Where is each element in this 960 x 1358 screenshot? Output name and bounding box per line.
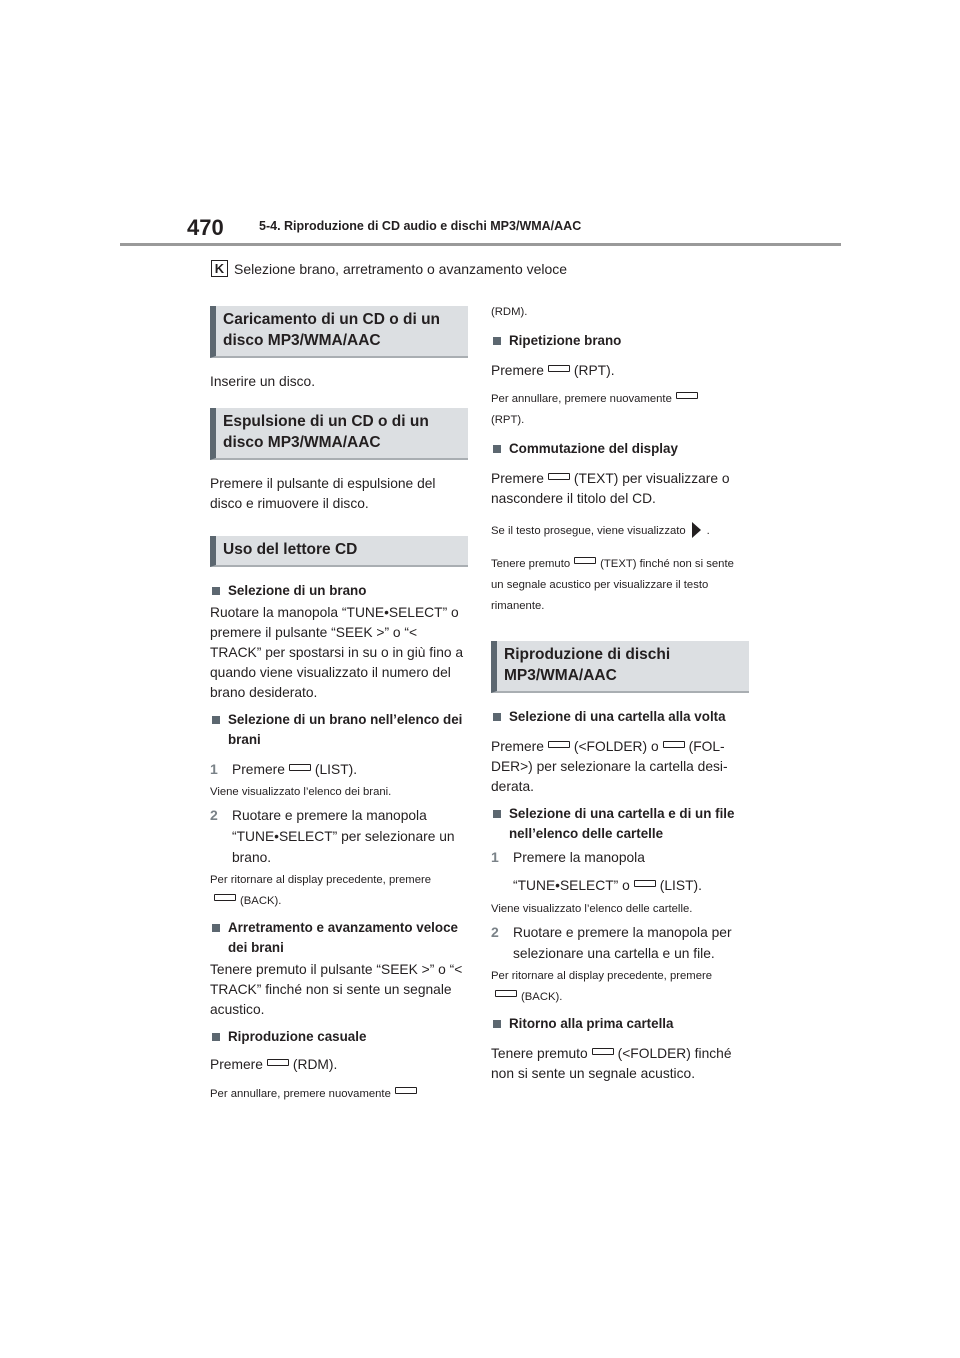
step-1-list: 1 Premere (LIST). — [210, 761, 358, 777]
heading-loading: Caricamento di un CD o di un disco MP3/WMA/AAC — [210, 306, 468, 358]
list-button-icon — [289, 764, 311, 771]
heading-eject: Espulsione di un CD o di un disco MP3/WMA/AAC — [210, 408, 468, 460]
rpt-button-icon — [548, 365, 570, 372]
step-2-rotate: 2 Ruotare e premere la manopola “TUNE•SELECT” per selezionare un brano. — [210, 807, 455, 865]
folder-down-button-icon — [548, 741, 570, 748]
subheading-first-folder: Ritorno alla prima cartella — [491, 1014, 749, 1034]
back-button-icon — [495, 990, 517, 997]
note-folder-list: Viene visualizzato l’elenco delle cartelle. — [491, 903, 693, 915]
random-note: Per annullare, premere nuovamente — [210, 1084, 468, 1105]
subheading-track-list: Selezione di un brano nell’elenco dei brani — [210, 710, 468, 750]
rdm-button-icon — [267, 1059, 289, 1066]
bullet-square — [493, 713, 501, 721]
heading-mp3-playback: Riproduzione di dischi MP3/WMA/AAC — [491, 641, 749, 693]
page-number: 470 — [187, 215, 224, 240]
step-2-rotate-folder: 2 Ruotare e premere la manopola per selezionare una cartella e un file. — [491, 924, 732, 961]
random-note-continued: (RDM). — [491, 306, 528, 318]
section-title: 5-4. Riproduzione di CD audio e dischi MP3/WMA/AAC — [259, 219, 582, 233]
bullet-square — [212, 1033, 220, 1041]
right-column — [491, 306, 749, 1084]
back-button-icon — [214, 894, 236, 901]
heading-cd-player: Uso del lettore CD — [210, 536, 468, 567]
step-1-continued: “TUNE•SELECT” o (LIST). — [513, 878, 702, 893]
note-back-folder: Per ritornare al display precedente, premere (BACK). — [491, 970, 713, 1003]
list-button-icon — [634, 880, 656, 887]
text-button-icon — [548, 473, 570, 480]
ff-rew-text: Tenere premuto il pulsante “SEEK >” o “< TRACK” finché non si sente un segnale acustico. — [210, 962, 463, 1017]
continue-arrow-icon — [692, 522, 701, 538]
subheading-folder-list: Selezione di una cartella e di un file nell’elenco delle cartelle — [491, 804, 749, 844]
bullet-square — [212, 716, 220, 724]
left-column — [210, 306, 468, 1105]
bullet-square — [493, 1020, 501, 1028]
subheading-track-select: Selezione di un brano — [210, 581, 468, 601]
repeat-text: Premere (RPT). — [491, 363, 615, 378]
bullet-square — [212, 587, 220, 595]
folder-select-text: Premere (<FOLDER) o (FOL-DER>) per selezionare la cartella desi-derata. — [491, 739, 728, 794]
rpt-button-icon — [676, 392, 698, 399]
subheading-random: Riproduzione casuale — [210, 1027, 468, 1047]
bullet-square — [212, 924, 220, 932]
subheading-ff-rew: Arretramento e avanzamento veloce dei brani — [210, 918, 468, 958]
track-select-text: Ruotare la manopola “TUNE•SELECT” o premere il pulsante “SEEK >” o “< TRACK” per spostarsi in su o in giù fino a quando viene visualizzato il numero del brano desiderato. — [210, 605, 464, 700]
note-back: Per ritornare al display precedente, premere (BACK). — [210, 874, 432, 907]
display-note-1: Se il testo prosegue, viene visualizzato . — [491, 521, 749, 542]
bullet-square — [493, 445, 501, 453]
header-rule — [120, 243, 841, 246]
rdm-button-icon — [395, 1087, 417, 1094]
random-text: Premere (RDM). — [210, 1057, 338, 1072]
first-folder-text: Tenere premuto (<FOLDER) finché non si sente un segnale acustico. — [491, 1046, 732, 1081]
subheading-display: Commutazione del display — [491, 439, 749, 459]
repeat-note: Per annullare, premere nuovamente (RPT). — [491, 389, 749, 431]
display-text: Premere (TEXT) per visualizzare o nascondere il titolo del CD. — [491, 471, 730, 506]
eject-text: Premere il pulsante di espulsione del disco e rimuovere il disco. — [210, 476, 436, 511]
intro-line — [211, 260, 567, 277]
display-note-2: Tenere premuto (TEXT) finché non si sente un segnale acustico per visualizzare il testo rimanente. — [491, 558, 734, 612]
folder-down-button-icon — [592, 1048, 614, 1055]
loading-text: Inserire un disco. — [210, 374, 316, 389]
marker-k: K — [211, 260, 228, 277]
bullet-square — [493, 337, 501, 345]
subheading-folder-select: Selezione di una cartella alla volta — [491, 707, 749, 727]
folder-up-button-icon — [663, 741, 685, 748]
bullet-square — [493, 810, 501, 818]
text-button-icon — [574, 557, 596, 564]
note-track-list: Viene visualizzato l’elenco dei brani. — [210, 786, 392, 798]
step-1-press: 1 Premere la manopola — [491, 849, 645, 865]
subheading-repeat: Ripetizione brano — [491, 331, 749, 351]
intro-text: Selezione brano, arretramento o avanzamento veloce — [234, 260, 568, 277]
